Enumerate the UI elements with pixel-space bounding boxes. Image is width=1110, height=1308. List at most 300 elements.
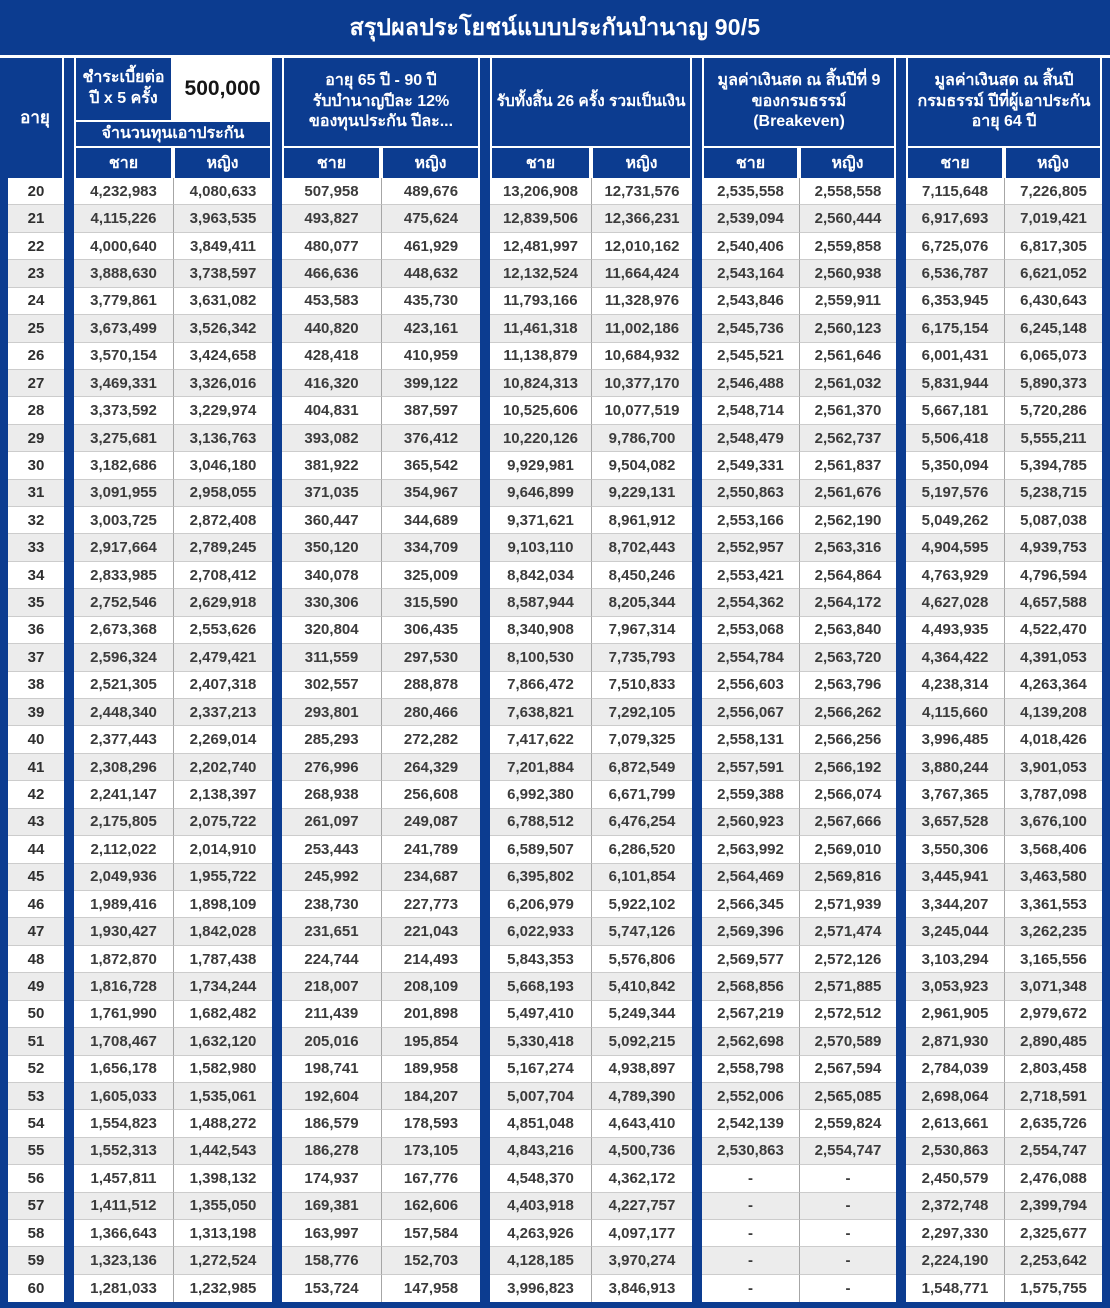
cell-value: 2,553,166 xyxy=(702,507,799,534)
cell-value: 4,796,594 xyxy=(1004,562,1102,589)
header-group-total-received xyxy=(490,58,692,148)
cell-value: 7,967,314 xyxy=(591,617,692,644)
header-age: อายุ xyxy=(8,58,64,178)
cell-value: 6,245,148 xyxy=(1004,315,1102,342)
cell-value: 2,563,720 xyxy=(799,644,896,671)
cell-value: 8,961,912 xyxy=(591,507,692,534)
cell-age: 31 xyxy=(8,480,64,507)
title-bar xyxy=(0,0,1110,55)
cell-value: 6,536,787 xyxy=(906,260,1004,287)
cell-value: 3,568,406 xyxy=(1004,836,1102,863)
cell-age: 30 xyxy=(8,452,64,479)
cell-value: 5,890,373 xyxy=(1004,370,1102,397)
cell-value: 2,253,642 xyxy=(1004,1247,1102,1274)
cell-value: 5,747,126 xyxy=(591,918,692,945)
table-row xyxy=(8,754,1102,781)
cell-value: 2,613,661 xyxy=(906,1110,1004,1137)
cell-age: 43 xyxy=(8,809,64,836)
cell-value: 3,229,974 xyxy=(173,397,272,424)
cell-value: 2,752,546 xyxy=(74,589,173,616)
cell-value: 4,263,926 xyxy=(490,1220,591,1247)
header-male: ชาย xyxy=(906,148,1004,178)
cell-value: 9,371,621 xyxy=(490,507,591,534)
cell-value: 5,922,102 xyxy=(591,891,692,918)
cell-value: 2,558,558 xyxy=(799,178,896,205)
cell-age: 49 xyxy=(8,973,64,1000)
cell-value: 4,000,640 xyxy=(74,233,173,260)
cell-value: 2,560,444 xyxy=(799,205,896,232)
cell-value: 2,377,443 xyxy=(74,726,173,753)
header-group-breakeven-line1: มูลค่าเงินสด ณ สิ้นปีที่ 9 xyxy=(717,71,881,89)
table-row xyxy=(8,1275,1102,1302)
cell-value: 4,232,983 xyxy=(74,178,173,205)
cell-value: 2,567,219 xyxy=(702,1001,799,1028)
cell-value: 10,684,932 xyxy=(591,343,692,370)
cell-age: 44 xyxy=(8,836,64,863)
cell-value: 4,843,216 xyxy=(490,1138,591,1165)
cell-value: 10,377,170 xyxy=(591,370,692,397)
cell-value: 2,562,698 xyxy=(702,1028,799,1055)
cell-value: 5,831,944 xyxy=(906,370,1004,397)
cell-value: 376,412 xyxy=(381,425,480,452)
cell-value: 11,138,879 xyxy=(490,343,591,370)
cell-value: 12,366,231 xyxy=(591,205,692,232)
cell-value: 4,128,185 xyxy=(490,1247,591,1274)
cell-value: 3,963,535 xyxy=(173,205,272,232)
cell-value: 2,564,864 xyxy=(799,562,896,589)
header-male: ชาย xyxy=(74,148,173,178)
cell-value: 5,497,410 xyxy=(490,1001,591,1028)
cell-value: 2,562,737 xyxy=(799,425,896,452)
cell-value: 167,776 xyxy=(381,1165,480,1192)
cell-value: 1,272,524 xyxy=(173,1247,272,1274)
cell-value: 2,476,088 xyxy=(1004,1165,1102,1192)
cell-value: 2,566,192 xyxy=(799,754,896,781)
cell-value: 7,638,821 xyxy=(490,699,591,726)
cell-value: 1,488,272 xyxy=(173,1110,272,1137)
header-group-pension-line2: รับบำนาญปีละ 12% xyxy=(312,92,450,110)
cell-value: 2,568,856 xyxy=(702,973,799,1000)
cell-value: 4,548,370 xyxy=(490,1165,591,1192)
cell-value: 2,521,305 xyxy=(74,672,173,699)
cell-value: 2,557,591 xyxy=(702,754,799,781)
cell-value: 5,007,704 xyxy=(490,1083,591,1110)
cell-value: 1,682,482 xyxy=(173,1001,272,1028)
table-row xyxy=(8,589,1102,616)
header-group-cash64-line1: มูลค่าเงินสด ณ สิ้นปี xyxy=(934,71,1074,89)
cell-value: 3,888,630 xyxy=(74,260,173,287)
cell-value: 186,579 xyxy=(282,1110,381,1137)
cell-age: 39 xyxy=(8,699,64,726)
cell-value: 256,608 xyxy=(381,781,480,808)
cell-value: 6,589,507 xyxy=(490,836,591,863)
cell-value: 2,552,006 xyxy=(702,1083,799,1110)
cell-value: 11,002,186 xyxy=(591,315,692,342)
cell-age: 40 xyxy=(8,726,64,753)
header-premium-per-year xyxy=(74,58,173,120)
table-row xyxy=(8,1083,1102,1110)
cell-value: 2,961,905 xyxy=(906,1001,1004,1028)
table-row xyxy=(8,425,1102,452)
cell-value: 11,664,424 xyxy=(591,260,692,287)
cell-value: 238,730 xyxy=(282,891,381,918)
cell-value: 4,362,172 xyxy=(591,1165,692,1192)
cell-value: 6,671,799 xyxy=(591,781,692,808)
cell-value: 2,803,458 xyxy=(1004,1056,1102,1083)
cell-value: 2,559,824 xyxy=(799,1110,896,1137)
header-female: หญิง xyxy=(799,148,896,178)
cell-value: 6,430,643 xyxy=(1004,288,1102,315)
cell-value: 9,929,981 xyxy=(490,452,591,479)
cell-age: 34 xyxy=(8,562,64,589)
table-row xyxy=(8,205,1102,232)
table-row xyxy=(8,672,1102,699)
cell-value: 2,543,164 xyxy=(702,260,799,287)
cell-value: - xyxy=(799,1220,896,1247)
cell-value: 6,206,979 xyxy=(490,891,591,918)
cell-value: 1,605,033 xyxy=(74,1083,173,1110)
cell-value: 8,340,908 xyxy=(490,617,591,644)
table-row xyxy=(8,1110,1102,1137)
cell-value: 3,901,053 xyxy=(1004,754,1102,781)
cell-value: 2,561,676 xyxy=(799,480,896,507)
table-header xyxy=(8,58,1102,178)
cell-value: 5,668,193 xyxy=(490,973,591,1000)
table-row xyxy=(8,1220,1102,1247)
cell-value: 3,046,180 xyxy=(173,452,272,479)
cell-value: 1,281,033 xyxy=(74,1275,173,1302)
cell-value: 3,361,553 xyxy=(1004,891,1102,918)
cell-value: 174,937 xyxy=(282,1165,381,1192)
cell-value: 2,554,747 xyxy=(799,1138,896,1165)
header-male: ชาย xyxy=(490,148,591,178)
header-male: ชาย xyxy=(282,148,381,178)
cell-value: 475,624 xyxy=(381,205,480,232)
cell-value: 1,355,050 xyxy=(173,1193,272,1220)
cell-value: 2,564,469 xyxy=(702,864,799,891)
cell-value: 169,381 xyxy=(282,1193,381,1220)
cell-value: 2,546,488 xyxy=(702,370,799,397)
cell-value: 184,207 xyxy=(381,1083,480,1110)
cell-value: 6,917,693 xyxy=(906,205,1004,232)
cell-value: 227,773 xyxy=(381,891,480,918)
cell-value: 2,561,032 xyxy=(799,370,896,397)
cell-value: 2,572,126 xyxy=(799,946,896,973)
cell-value: 393,082 xyxy=(282,425,381,452)
cell-value: 2,337,213 xyxy=(173,699,272,726)
header-group-total-line1: รับทั้งสิ้น 26 ครั้ง รวมเป็นเงิน xyxy=(496,92,686,110)
cell-value: 12,010,162 xyxy=(591,233,692,260)
cell-value: 9,786,700 xyxy=(591,425,692,452)
cell-value: 2,564,172 xyxy=(799,589,896,616)
cell-value: 5,197,576 xyxy=(906,480,1004,507)
cell-value: 1,872,870 xyxy=(74,946,173,973)
cell-value: 493,827 xyxy=(282,205,381,232)
cell-value: 2,407,318 xyxy=(173,672,272,699)
cell-age: 45 xyxy=(8,864,64,891)
table-row xyxy=(8,644,1102,671)
cell-value: 440,820 xyxy=(282,315,381,342)
cell-value: 2,567,594 xyxy=(799,1056,896,1083)
cell-value: 2,325,677 xyxy=(1004,1220,1102,1247)
header-group-breakeven-line3: (Breakeven) xyxy=(753,113,845,131)
cell-value: 5,555,211 xyxy=(1004,425,1102,452)
cell-value: 315,590 xyxy=(381,589,480,616)
cell-value: 4,097,177 xyxy=(591,1220,692,1247)
cell-value: 2,479,421 xyxy=(173,644,272,671)
table-row xyxy=(8,726,1102,753)
cell-value: 2,530,863 xyxy=(906,1138,1004,1165)
cell-value: 3,165,556 xyxy=(1004,946,1102,973)
cell-value: 2,559,858 xyxy=(799,233,896,260)
cell-value: 3,880,244 xyxy=(906,754,1004,781)
cell-value: 2,563,316 xyxy=(799,534,896,561)
cell-value: 5,506,418 xyxy=(906,425,1004,452)
cell-value: 1,989,416 xyxy=(74,891,173,918)
cell-value: 173,105 xyxy=(381,1138,480,1165)
cell-value: - xyxy=(799,1165,896,1192)
cell-value: 6,353,945 xyxy=(906,288,1004,315)
cell-value: 211,439 xyxy=(282,1001,381,1028)
header-female: หญิง xyxy=(591,148,692,178)
cell-value: 340,078 xyxy=(282,562,381,589)
cell-value: 7,417,622 xyxy=(490,726,591,753)
cell-value: 6,395,802 xyxy=(490,864,591,891)
header-group-cash64-line2: กรมธรรม์ ปีที่ผู้เอาประกัน xyxy=(917,92,1091,110)
table-row xyxy=(8,699,1102,726)
cell-value: 5,087,038 xyxy=(1004,507,1102,534)
cell-value: 288,878 xyxy=(381,672,480,699)
cell-age: 53 xyxy=(8,1083,64,1110)
table-row xyxy=(8,534,1102,561)
cell-value: 12,481,997 xyxy=(490,233,591,260)
table-body xyxy=(8,178,1102,1302)
header-group-pension-line1: อายุ 65 ปี - 90 ปี xyxy=(325,71,437,89)
cell-value: 6,621,052 xyxy=(1004,260,1102,287)
cell-value: 2,548,479 xyxy=(702,425,799,452)
cell-value: 1,930,427 xyxy=(74,918,173,945)
cell-age: 28 xyxy=(8,397,64,424)
cell-value: 7,019,421 xyxy=(1004,205,1102,232)
cell-age: 24 xyxy=(8,288,64,315)
cell-value: 4,938,897 xyxy=(591,1056,692,1083)
cell-value: 2,571,885 xyxy=(799,973,896,1000)
table-row xyxy=(8,1165,1102,1192)
header-group-breakeven-line2: ของกรมธรรม์ xyxy=(751,92,847,110)
cell-value: 2,553,421 xyxy=(702,562,799,589)
header-group-breakeven xyxy=(702,58,896,148)
cell-value: 1,411,512 xyxy=(74,1193,173,1220)
cell-value: 2,202,740 xyxy=(173,754,272,781)
table-row xyxy=(8,315,1102,342)
cell-value: 6,725,076 xyxy=(906,233,1004,260)
cell-value: 2,833,985 xyxy=(74,562,173,589)
cell-value: 2,175,805 xyxy=(74,809,173,836)
cell-age: 52 xyxy=(8,1056,64,1083)
cell-value: 3,996,823 xyxy=(490,1275,591,1302)
cell-value: 2,075,722 xyxy=(173,809,272,836)
cell-value: 2,958,055 xyxy=(173,480,272,507)
cell-value: 6,872,549 xyxy=(591,754,692,781)
cell-value: 2,569,816 xyxy=(799,864,896,891)
cell-value: 1,898,109 xyxy=(173,891,272,918)
header-female: หญิง xyxy=(1004,148,1102,178)
cell-value: - xyxy=(702,1220,799,1247)
cell-value: 205,016 xyxy=(282,1028,381,1055)
cell-value: 11,461,318 xyxy=(490,315,591,342)
cell-value: 7,866,472 xyxy=(490,672,591,699)
cell-value: 3,849,411 xyxy=(173,233,272,260)
cell-age: 56 xyxy=(8,1165,64,1192)
cell-age: 23 xyxy=(8,260,64,287)
cell-value: 4,403,918 xyxy=(490,1193,591,1220)
cell-age: 58 xyxy=(8,1220,64,1247)
cell-value: 3,344,207 xyxy=(906,891,1004,918)
cell-value: 2,569,396 xyxy=(702,918,799,945)
cell-value: 280,466 xyxy=(381,699,480,726)
cell-value: 302,557 xyxy=(282,672,381,699)
cell-value: 2,558,798 xyxy=(702,1056,799,1083)
header-sum-insured: จำนวนทุนเอาประกัน xyxy=(74,120,272,148)
cell-value: 9,646,899 xyxy=(490,480,591,507)
cell-value: 10,220,126 xyxy=(490,425,591,452)
cell-value: 1,548,771 xyxy=(906,1275,1004,1302)
cell-value: - xyxy=(799,1275,896,1302)
cell-value: 3,053,923 xyxy=(906,973,1004,1000)
cell-value: 3,676,100 xyxy=(1004,809,1102,836)
cell-value: 435,730 xyxy=(381,288,480,315)
cell-value: 214,493 xyxy=(381,946,480,973)
cell-value: 2,563,796 xyxy=(799,672,896,699)
table-row xyxy=(8,452,1102,479)
cell-value: 404,831 xyxy=(282,397,381,424)
cell-value: 7,201,884 xyxy=(490,754,591,781)
cell-value: 3,463,580 xyxy=(1004,864,1102,891)
cell-value: 162,606 xyxy=(381,1193,480,1220)
cell-value: 387,597 xyxy=(381,397,480,424)
cell-value: 5,238,715 xyxy=(1004,480,1102,507)
cell-value: 2,708,412 xyxy=(173,562,272,589)
cell-age: 22 xyxy=(8,233,64,260)
header-female: หญิง xyxy=(381,148,480,178)
cell-value: 234,687 xyxy=(381,864,480,891)
cell-value: 3,136,763 xyxy=(173,425,272,452)
cell-value: 2,566,345 xyxy=(702,891,799,918)
header-female: หญิง xyxy=(173,148,272,178)
cell-value: 2,554,362 xyxy=(702,589,799,616)
cell-value: 4,227,757 xyxy=(591,1193,692,1220)
cell-value: 3,779,861 xyxy=(74,288,173,315)
cell-value: 9,229,131 xyxy=(591,480,692,507)
cell-value: 6,101,854 xyxy=(591,864,692,891)
cell-value: 3,275,681 xyxy=(74,425,173,452)
cell-value: 195,854 xyxy=(381,1028,480,1055)
cell-age: 26 xyxy=(8,343,64,370)
cell-value: 2,563,840 xyxy=(799,617,896,644)
cell-value: 2,399,794 xyxy=(1004,1193,1102,1220)
cell-value: 306,435 xyxy=(381,617,480,644)
cell-value: 2,241,147 xyxy=(74,781,173,808)
cell-value: 2,566,262 xyxy=(799,699,896,726)
table-row xyxy=(8,507,1102,534)
cell-value: 453,583 xyxy=(282,288,381,315)
cell-value: 2,553,626 xyxy=(173,617,272,644)
cell-age: 54 xyxy=(8,1110,64,1137)
cell-value: 2,558,131 xyxy=(702,726,799,753)
cell-value: 2,545,736 xyxy=(702,315,799,342)
table-row xyxy=(8,480,1102,507)
cell-age: 35 xyxy=(8,589,64,616)
table-row xyxy=(8,809,1102,836)
cell-value: 2,224,190 xyxy=(906,1247,1004,1274)
cell-value: 5,350,094 xyxy=(906,452,1004,479)
cell-value: 4,080,633 xyxy=(173,178,272,205)
cell-value: 3,631,082 xyxy=(173,288,272,315)
cell-value: 2,450,579 xyxy=(906,1165,1004,1192)
cell-value: 2,138,397 xyxy=(173,781,272,808)
cell-value: 2,789,245 xyxy=(173,534,272,561)
cell-value: 7,115,648 xyxy=(906,178,1004,205)
cell-value: 2,571,474 xyxy=(799,918,896,945)
cell-value: 3,996,485 xyxy=(906,726,1004,753)
table-row xyxy=(8,397,1102,424)
cell-value: 423,161 xyxy=(381,315,480,342)
table-row xyxy=(8,260,1102,287)
cell-value: 7,079,325 xyxy=(591,726,692,753)
cell-value: 2,635,726 xyxy=(1004,1110,1102,1137)
cell-value: 4,115,660 xyxy=(906,699,1004,726)
cell-age: 20 xyxy=(8,178,64,205)
cell-value: 410,959 xyxy=(381,343,480,370)
cell-value: 249,087 xyxy=(381,809,480,836)
cell-value: 3,091,955 xyxy=(74,480,173,507)
cell-value: - xyxy=(702,1193,799,1220)
cell-value: 152,703 xyxy=(381,1247,480,1274)
cell-age: 21 xyxy=(8,205,64,232)
cell-value: 3,673,499 xyxy=(74,315,173,342)
cell-value: 1,656,178 xyxy=(74,1056,173,1083)
cell-value: 8,100,530 xyxy=(490,644,591,671)
cell-value: 2,917,664 xyxy=(74,534,173,561)
cell-value: 272,282 xyxy=(381,726,480,753)
cell-value: 201,898 xyxy=(381,1001,480,1028)
cell-value: 2,535,558 xyxy=(702,178,799,205)
cell-value: 1,313,198 xyxy=(173,1220,272,1247)
cell-value: 2,872,408 xyxy=(173,507,272,534)
cell-value: 1,323,136 xyxy=(74,1247,173,1274)
cell-age: 59 xyxy=(8,1247,64,1274)
cell-value: 1,761,990 xyxy=(74,1001,173,1028)
cell-value: 4,904,595 xyxy=(906,534,1004,561)
table-row xyxy=(8,562,1102,589)
cell-value: 2,673,368 xyxy=(74,617,173,644)
cell-value: 5,576,806 xyxy=(591,946,692,973)
cell-value: 2,530,863 xyxy=(702,1138,799,1165)
cell-value: 189,958 xyxy=(381,1056,480,1083)
cell-value: 3,245,044 xyxy=(906,918,1004,945)
cell-value: 1,842,028 xyxy=(173,918,272,945)
cell-value: 8,702,443 xyxy=(591,534,692,561)
cell-value: 3,657,528 xyxy=(906,809,1004,836)
cell-value: - xyxy=(702,1165,799,1192)
cell-value: 276,996 xyxy=(282,754,381,781)
cell-value: 5,249,344 xyxy=(591,1001,692,1028)
table-row xyxy=(8,973,1102,1000)
cell-value: 3,970,274 xyxy=(591,1247,692,1274)
cell-value: 3,326,016 xyxy=(173,370,272,397)
cell-value: 3,262,235 xyxy=(1004,918,1102,945)
cell-value: 2,545,521 xyxy=(702,343,799,370)
